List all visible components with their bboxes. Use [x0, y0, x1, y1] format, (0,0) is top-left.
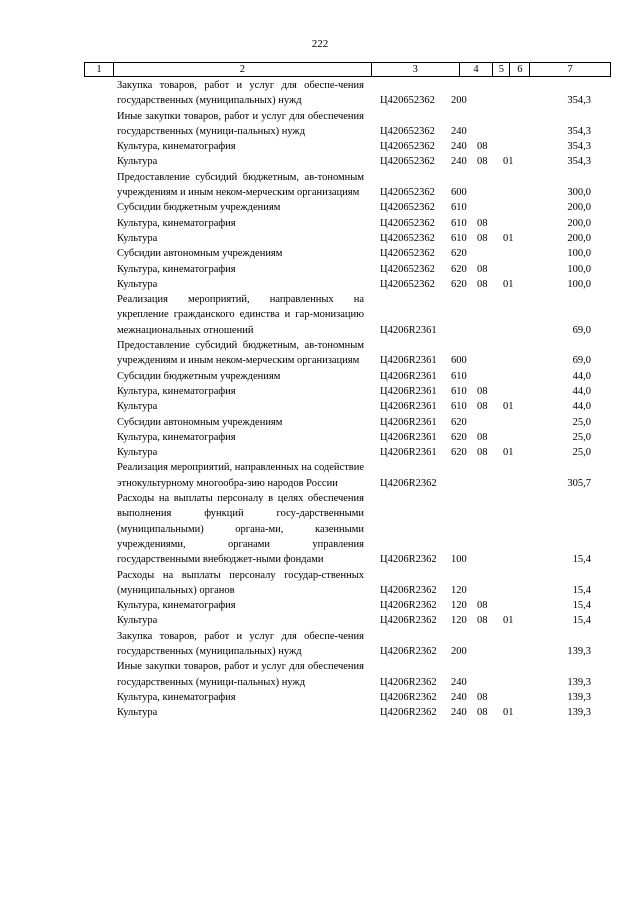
row-amount: 69,0	[572, 355, 591, 367]
row-expense-type: 610	[451, 401, 467, 413]
table-row	[117, 231, 611, 246]
row-expense-type: 100	[451, 554, 467, 566]
row-section: 08	[477, 263, 488, 275]
table-row	[117, 629, 611, 660]
row-target-code: Ц4206R2362	[380, 676, 437, 688]
row-amount: 300,0	[567, 187, 591, 199]
row-amount: 139,3	[567, 707, 591, 719]
row-subsection: 01	[503, 156, 514, 168]
header-col-2: 2	[113, 63, 371, 76]
row-amount: 25,0	[572, 416, 591, 428]
row-amount: 15,4	[572, 584, 591, 596]
header-col-5: 5	[492, 63, 509, 76]
row-target-code: Ц420652362	[380, 278, 435, 290]
row-expense-type: 240	[451, 676, 467, 688]
row-section: 08	[477, 141, 488, 153]
row-target-code: Ц420652362	[380, 141, 435, 153]
row-expense-type: 240	[451, 707, 467, 719]
row-section: 08	[477, 385, 488, 397]
row-section: 08	[477, 278, 488, 290]
table-row	[117, 659, 611, 690]
row-name: Культура	[117, 232, 158, 244]
row-amount: 25,0	[572, 431, 591, 443]
row-name: Культура	[117, 447, 158, 459]
table-row	[117, 430, 611, 445]
row-amount: 44,0	[572, 401, 591, 413]
row-name: Реализация мероприятий, направленных на содействие этнокультурному многообра-зию народов России	[117, 462, 364, 489]
row-target-code: Ц4206R2362	[380, 584, 437, 596]
row-amount: 139,3	[567, 691, 591, 703]
table-row	[117, 460, 611, 491]
row-name: Предоставление субсидий бюджетным, ав-тономным учреждениям и иным неком-мерческим организациям	[117, 340, 364, 367]
row-section: 08	[477, 600, 488, 612]
row-amount: 15,4	[572, 554, 591, 566]
row-target-code: Ц4206R2361	[380, 355, 437, 367]
row-target-code: Ц420652362	[380, 232, 435, 244]
row-target-code: Ц420652362	[380, 187, 435, 199]
table-row	[117, 613, 611, 628]
row-section: 08	[477, 217, 488, 229]
row-target-code: Ц4206R2361	[380, 447, 437, 459]
row-expense-type: 600	[451, 355, 467, 367]
table-row	[117, 369, 611, 384]
row-expense-type: 240	[451, 691, 467, 703]
row-name: Культура	[117, 707, 158, 719]
row-amount: 100,0	[567, 248, 591, 260]
row-target-code: Ц4206R2362	[380, 645, 437, 657]
row-expense-type: 610	[451, 202, 467, 214]
row-target-code: Ц4206R2362	[380, 477, 437, 489]
table-row	[117, 262, 611, 277]
row-expense-type: 610	[451, 217, 467, 229]
row-amount: 139,3	[567, 645, 591, 657]
row-subsection: 01	[503, 401, 514, 413]
row-target-code: Ц4206R2361	[380, 370, 437, 382]
row-section: 08	[477, 401, 488, 413]
header-col-6: 6	[509, 63, 529, 76]
row-section: 08	[477, 615, 488, 627]
row-name: Культура	[117, 278, 158, 290]
row-name: Закупка товаров, работ и услуг для обеспе-чения государственных (муниципальных) нужд	[117, 80, 364, 107]
row-expense-type: 620	[451, 447, 467, 459]
row-expense-type: 610	[451, 385, 467, 397]
table-row	[117, 170, 611, 201]
row-name: Культура, кинематография	[117, 385, 236, 397]
row-name: Реализация мероприятий, направленных на укрепление гражданского единства и гар-монизацию межнациональных отношений	[117, 294, 364, 336]
row-name: Иные закупки товаров, работ и услуг для обеспечения государственных (муници-пальных) нужд	[117, 661, 364, 688]
row-target-code: Ц420652362	[380, 125, 435, 137]
row-amount: 69,0	[572, 324, 591, 336]
row-name: Культура, кинематография	[117, 431, 236, 443]
row-name: Расходы на выплаты персоналу государ-ственных (муниципальных) органов	[117, 569, 364, 596]
page-number: 222	[311, 38, 329, 50]
table-row	[117, 154, 611, 169]
row-expense-type: 620	[451, 263, 467, 275]
row-amount: 200,0	[567, 217, 591, 229]
row-target-code: Ц420652362	[380, 217, 435, 229]
table-row	[117, 445, 611, 460]
row-expense-type: 620	[451, 278, 467, 290]
table-row	[117, 109, 611, 140]
row-expense-type: 120	[451, 584, 467, 596]
row-expense-type: 620	[451, 431, 467, 443]
row-section: 08	[477, 707, 488, 719]
row-target-code: Ц4206R2362	[380, 691, 437, 703]
row-target-code: Ц4206R2361	[380, 416, 437, 428]
row-target-code: Ц4206R2361	[380, 324, 437, 336]
table-row	[117, 216, 611, 231]
row-expense-type: 200	[451, 645, 467, 657]
row-name: Культура, кинематография	[117, 217, 236, 229]
row-target-code: Ц420652362	[380, 263, 435, 275]
header-col-3: 3	[371, 63, 459, 76]
row-name: Субсидии бюджетным учреждениям	[117, 202, 281, 214]
row-target-code: Ц4206R2361	[380, 401, 437, 413]
row-subsection: 01	[503, 615, 514, 627]
row-amount: 200,0	[567, 202, 591, 214]
row-name: Закупка товаров, работ и услуг для обеспе-чения государственных (муниципальных) нужд	[117, 630, 364, 657]
budget-table-body	[117, 78, 611, 720]
row-target-code: Ц4206R2362	[380, 615, 437, 627]
row-section: 08	[477, 431, 488, 443]
row-amount: 15,4	[572, 600, 591, 612]
row-expense-type: 120	[451, 600, 467, 612]
row-subsection: 01	[503, 707, 514, 719]
row-expense-type: 600	[451, 187, 467, 199]
row-target-code: Ц420652362	[380, 95, 435, 107]
row-expense-type: 240	[451, 156, 467, 168]
row-amount: 354,3	[567, 156, 591, 168]
row-amount: 354,3	[567, 141, 591, 153]
row-amount: 100,0	[567, 263, 591, 275]
row-name: Культура, кинематография	[117, 263, 236, 275]
row-expense-type: 240	[451, 141, 467, 153]
row-expense-type: 610	[451, 370, 467, 382]
row-amount: 100,0	[567, 278, 591, 290]
row-subsection: 01	[503, 278, 514, 290]
row-name: Культура	[117, 401, 158, 413]
row-name: Культура, кинематография	[117, 691, 236, 703]
row-name: Культура, кинематография	[117, 600, 236, 612]
row-subsection: 01	[503, 232, 514, 244]
row-target-code: Ц4206R2362	[380, 600, 437, 612]
row-amount: 15,4	[572, 615, 591, 627]
table-row	[117, 598, 611, 613]
table-row	[117, 277, 611, 292]
row-amount: 354,3	[567, 125, 591, 137]
row-target-code: Ц420652362	[380, 156, 435, 168]
row-subsection: 01	[503, 447, 514, 459]
row-amount: 44,0	[572, 385, 591, 397]
table-row	[117, 399, 611, 414]
row-expense-type: 610	[451, 232, 467, 244]
table-row	[117, 139, 611, 154]
table-row	[117, 78, 611, 109]
row-name: Субсидии автономным учреждениям	[117, 248, 283, 260]
row-amount: 305,7	[567, 477, 591, 489]
row-amount: 139,3	[567, 676, 591, 688]
table-row	[117, 292, 611, 338]
row-target-code: Ц4206R2361	[380, 431, 437, 443]
row-name: Культура	[117, 615, 158, 627]
table-row	[117, 338, 611, 369]
row-expense-type: 620	[451, 248, 467, 260]
row-name: Субсидии автономным учреждениям	[117, 416, 283, 428]
row-section: 08	[477, 232, 488, 244]
row-amount: 200,0	[567, 232, 591, 244]
row-expense-type: 240	[451, 125, 467, 137]
table-row	[117, 384, 611, 399]
header-col-4: 4	[459, 63, 493, 76]
row-expense-type: 200	[451, 95, 467, 107]
row-name: Предоставление субсидий бюджетным, ав-тономным учреждениям и иным неком-мерческим организациям	[117, 171, 364, 199]
table-row	[117, 200, 611, 215]
table-row	[117, 568, 611, 599]
table-row	[117, 491, 611, 567]
row-target-code: Ц4206R2361	[380, 385, 437, 397]
table-row	[117, 415, 611, 430]
row-amount: 25,0	[572, 447, 591, 459]
row-name: Культура, кинематография	[117, 141, 236, 153]
row-target-code: Ц4206R2362	[380, 707, 437, 719]
row-name: Иные закупки товаров, работ и услуг для обеспечения государственных (муници-пальных) нужд	[117, 110, 364, 137]
row-target-code: Ц420652362	[380, 248, 435, 260]
row-section: 08	[477, 156, 488, 168]
row-amount: 44,0	[572, 370, 591, 382]
row-expense-type: 120	[451, 615, 467, 627]
row-target-code: Ц4206R2362	[380, 554, 437, 566]
table-row	[117, 246, 611, 261]
table-row	[117, 705, 611, 720]
header-col-7: 7	[529, 63, 610, 76]
row-section: 08	[477, 691, 488, 703]
table-row	[117, 690, 611, 705]
header-col-1: 1	[96, 64, 102, 75]
row-name: Культура	[117, 156, 158, 168]
row-target-code: Ц420652362	[380, 202, 435, 214]
row-name: Расходы на выплаты персоналу в целях обеспечения выполнения функций госу-дарственными (муниципальными) органа-ми, казенными учреждениями, органами управления государственными внебюджет-ными фондами	[117, 493, 364, 566]
row-name: Субсидии бюджетным учреждениям	[117, 370, 281, 382]
table-header-row	[84, 62, 611, 77]
row-section: 08	[477, 447, 488, 459]
row-amount: 354,3	[567, 95, 591, 107]
row-expense-type: 620	[451, 416, 467, 428]
